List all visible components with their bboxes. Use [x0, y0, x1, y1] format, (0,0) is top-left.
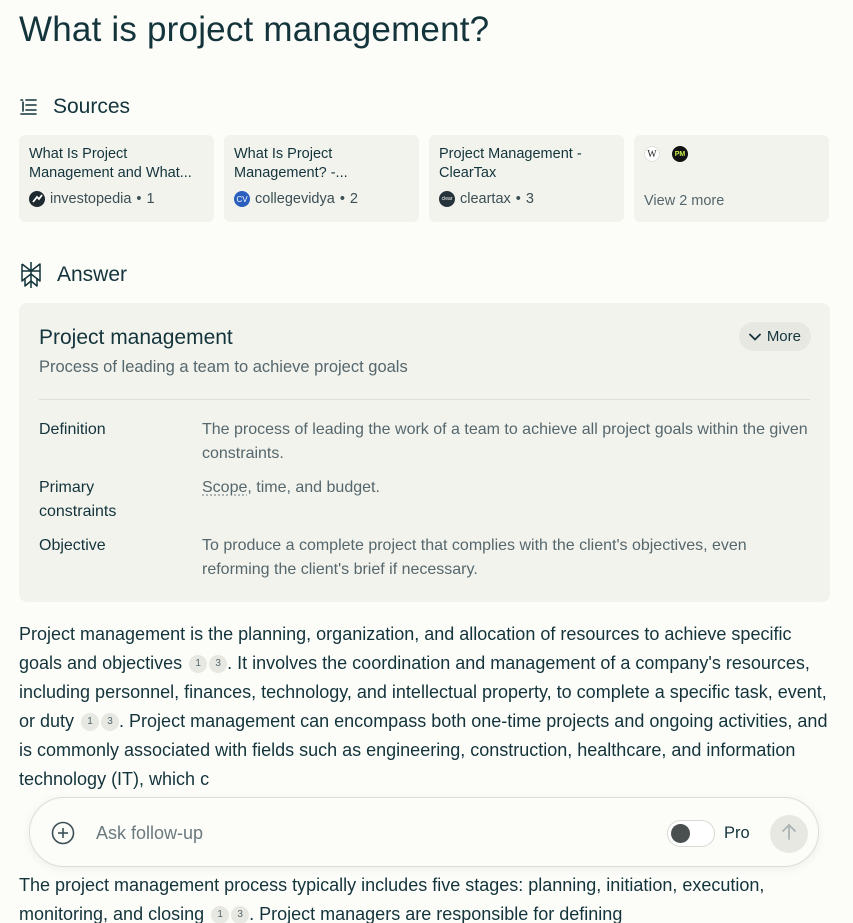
answer-text: . It involves the coordination and management of a company's resources, including personnel, finances, technology, and intellectual property, to complete a specific task, event, or duty: [19, 653, 827, 731]
source-site: cleartax: [460, 191, 511, 207]
citation-badge[interactable]: 3: [209, 655, 227, 673]
perplexity-logo-icon: [19, 261, 43, 289]
more-button-label: More: [766, 328, 801, 345]
pm-favicon-icon: PM: [672, 146, 688, 162]
kp-row-primary-constraints: [39, 476, 810, 524]
view-more-sources-card[interactable]: [634, 135, 829, 222]
pro-toggle[interactable]: [667, 820, 715, 847]
wikipedia-favicon-icon: W: [644, 146, 660, 162]
source-index: 1: [146, 191, 155, 207]
source-card[interactable]: [224, 135, 419, 222]
source-card[interactable]: [429, 135, 624, 222]
kp-key: Primary constraints: [39, 479, 117, 520]
kp-value-text: , time, and budget.: [247, 479, 380, 496]
source-dot: •: [339, 191, 345, 207]
sources-heading: Sources: [53, 95, 131, 118]
source-index: 2: [349, 191, 358, 207]
answer-heading: Answer: [57, 263, 128, 286]
view-more-label: View 2 more: [644, 193, 725, 209]
chevron-down-icon: [749, 328, 761, 345]
collegevidya-favicon-icon: CV: [234, 191, 250, 207]
pro-label: Pro: [724, 824, 750, 842]
source-meta: [29, 191, 155, 207]
answer-paragraph: [19, 871, 830, 923]
source-title: Project Management - ClearTax: [439, 146, 582, 181]
kp-value: [202, 476, 810, 524]
sources-icon: [19, 97, 39, 117]
kp-value: To produce a complete project that complies with the client's objectives, even reforming the client's brief if necessary.: [202, 537, 747, 578]
source-index: 3: [525, 191, 534, 207]
source-card[interactable]: [19, 135, 214, 222]
source-dot: •: [515, 191, 521, 207]
citation-badge[interactable]: 1: [189, 655, 207, 673]
answer-text: . Project management can encompass both one-time projects and ongoing activities, and is commonly associated with fields such as engineering, construction, healthcare, and information technology (IT), which: [19, 711, 828, 789]
source-title: What Is Project Management? -...: [234, 146, 348, 181]
followup-bar: [29, 797, 819, 867]
knowledge-panel-subtitle: Process of leading a team to achieve project goals: [39, 358, 408, 376]
answer-text: . Project managers are responsible for defining: [249, 904, 623, 923]
toggle-knob: [671, 824, 690, 843]
answer-text: The project management process typically includes five stages: planning, initiation, execution, monitoring, and closing: [19, 875, 765, 923]
kp-value: The process of leading the work of a team to achieve all project goals within the given constraints.: [202, 421, 808, 462]
send-button[interactable]: [770, 815, 808, 853]
knowledge-panel-title: Project management: [39, 326, 233, 349]
source-title: What Is Project Management and What...: [29, 146, 192, 181]
add-attachment-icon[interactable]: [51, 821, 75, 850]
source-site: investopedia: [50, 191, 132, 207]
sources-header: [19, 92, 130, 122]
source-meta: [439, 191, 534, 207]
source-dot: •: [136, 191, 142, 207]
scope-link[interactable]: Scope: [202, 479, 248, 496]
source-site: collegevidya: [255, 191, 335, 207]
kp-key: Definition: [39, 421, 106, 438]
more-button[interactable]: [739, 322, 811, 351]
cleartax-favicon-icon: clear: [439, 191, 455, 207]
citation-badge[interactable]: 3: [101, 713, 119, 731]
kp-row-objective: [39, 534, 810, 582]
answer-header: [19, 260, 127, 290]
answer-paragraph: [19, 620, 830, 794]
answer-text: c: [200, 769, 210, 789]
arrow-up-icon: [781, 823, 797, 846]
answer-text: Project management is the planning, organization, and allocation of resources to achieve specific goals and objectives: [19, 624, 792, 673]
source-meta: [234, 191, 358, 207]
followup-input[interactable]: [96, 815, 536, 851]
investopedia-favicon-icon: [29, 191, 45, 207]
page-title: What is project management?: [19, 10, 490, 49]
kp-key: Objective: [39, 537, 106, 554]
citation-badge[interactable]: 1: [81, 713, 99, 731]
kp-row-definition: [39, 418, 810, 466]
citation-badge[interactable]: 3: [231, 906, 249, 923]
knowledge-panel: [19, 303, 830, 602]
more-source-icons: [644, 146, 819, 162]
citation-badge[interactable]: 1: [211, 906, 229, 923]
divider: [39, 399, 810, 400]
sources-list: [19, 135, 830, 222]
